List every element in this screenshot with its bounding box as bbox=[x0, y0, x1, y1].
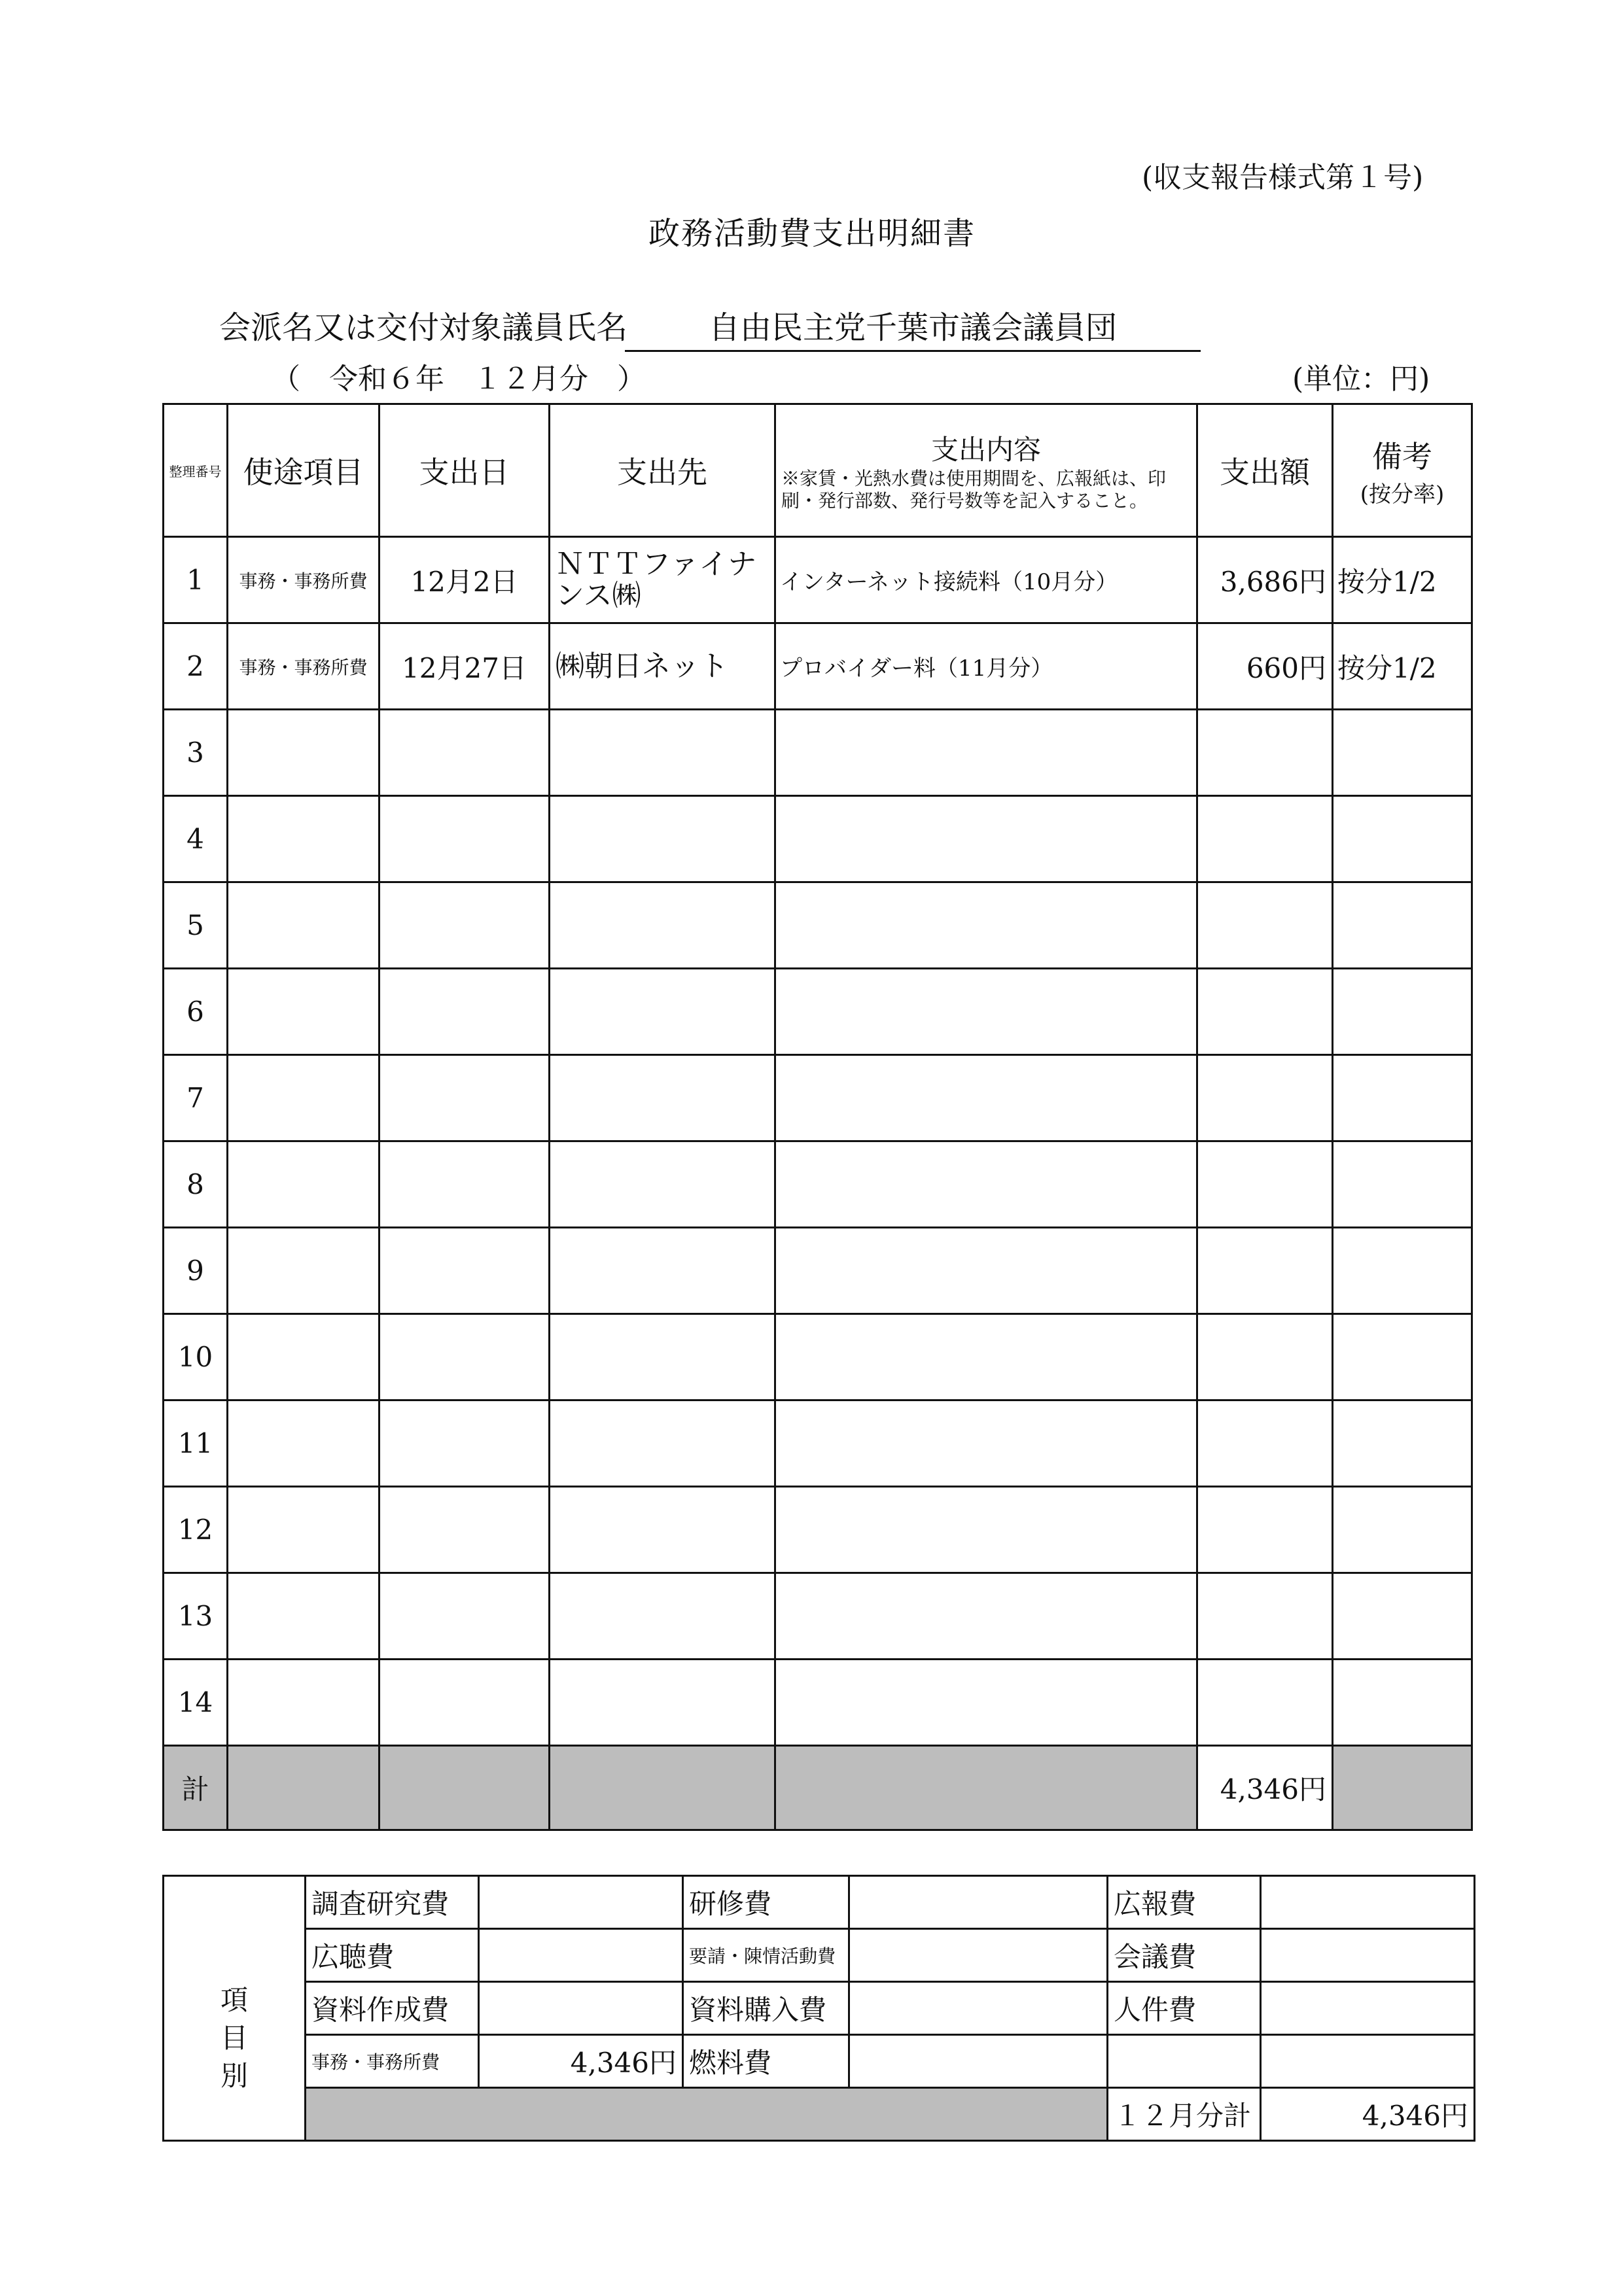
row-date bbox=[380, 710, 550, 796]
row-use bbox=[228, 1055, 380, 1141]
summary-side-label: 項 目 別 bbox=[164, 1876, 306, 2141]
petition-value bbox=[849, 1929, 1108, 1982]
row-number: 5 bbox=[164, 882, 228, 969]
row-note bbox=[1333, 710, 1472, 796]
row-date: 12月2日 bbox=[380, 537, 550, 623]
row-payee bbox=[550, 1573, 775, 1660]
header-description bbox=[775, 404, 1197, 537]
row-note bbox=[1333, 1400, 1472, 1487]
row-amount bbox=[1197, 1055, 1333, 1141]
row-note bbox=[1333, 969, 1472, 1055]
hearing-label: 広聴費 bbox=[306, 1929, 479, 1982]
header-note-sub: (按分率) bbox=[1360, 481, 1445, 508]
pr-label: 広報費 bbox=[1108, 1876, 1261, 1929]
row-description bbox=[775, 1314, 1197, 1400]
row-number: 14 bbox=[164, 1660, 228, 1746]
row-use bbox=[228, 1314, 380, 1400]
row-note bbox=[1333, 796, 1472, 882]
row-payee bbox=[550, 969, 775, 1055]
row-note bbox=[1333, 882, 1472, 969]
row-payee bbox=[550, 1141, 775, 1228]
row-number: 7 bbox=[164, 1055, 228, 1141]
table-row bbox=[164, 882, 1472, 969]
row-payee bbox=[550, 882, 775, 969]
row-use bbox=[228, 1141, 380, 1228]
row-description bbox=[775, 882, 1197, 969]
row-description bbox=[775, 1400, 1197, 1487]
pr-value bbox=[1261, 1876, 1475, 1929]
materials-prep-label: 資料作成費 bbox=[306, 1982, 479, 2035]
row-amount bbox=[1197, 969, 1333, 1055]
header-note bbox=[1333, 404, 1472, 537]
header-payee: 支出先 bbox=[550, 404, 775, 537]
materials-prep-value bbox=[479, 1982, 683, 2035]
row-number: 3 bbox=[164, 710, 228, 796]
training-value bbox=[849, 1876, 1108, 1929]
row-payee bbox=[550, 796, 775, 882]
row-description bbox=[775, 1660, 1197, 1746]
table-row bbox=[164, 1660, 1472, 1746]
row-description bbox=[775, 1055, 1197, 1141]
row-date: 12月27日 bbox=[380, 623, 550, 710]
row-amount bbox=[1197, 1228, 1333, 1314]
row-payee bbox=[550, 1487, 775, 1573]
expense-table bbox=[162, 403, 1473, 1831]
row-payee: ㈱朝日ネット bbox=[550, 623, 775, 710]
row-number: 10 bbox=[164, 1314, 228, 1400]
row-note: 按分1/2 bbox=[1333, 623, 1472, 710]
table-row bbox=[164, 1573, 1472, 1660]
header-description-title: 支出内容 bbox=[930, 434, 1041, 466]
header-no: 整理番号 bbox=[164, 404, 228, 537]
header-date: 支出日 bbox=[380, 404, 550, 537]
table-row bbox=[164, 969, 1472, 1055]
materials-purchase-value bbox=[849, 1982, 1108, 2035]
row-use bbox=[228, 710, 380, 796]
row-date bbox=[380, 1573, 550, 1660]
row-number: 4 bbox=[164, 796, 228, 882]
table-row bbox=[164, 1228, 1472, 1314]
row-description: インターネット接続料（10月分） bbox=[775, 537, 1197, 623]
header-use: 使途項目 bbox=[228, 404, 380, 537]
meeting-value bbox=[1261, 1929, 1475, 1982]
row-payee bbox=[550, 1400, 775, 1487]
office-label: 事務・事務所費 bbox=[306, 2035, 479, 2088]
row-amount bbox=[1197, 1573, 1333, 1660]
row-note bbox=[1333, 1228, 1472, 1314]
table-row bbox=[164, 1314, 1472, 1400]
table-row bbox=[164, 537, 1472, 623]
row-use bbox=[228, 969, 380, 1055]
meeting-label: 会議費 bbox=[1108, 1929, 1261, 1982]
personnel-label: 人件費 bbox=[1108, 1982, 1261, 2035]
row-use bbox=[228, 1228, 380, 1314]
row-number: 12 bbox=[164, 1487, 228, 1573]
row-number: 13 bbox=[164, 1573, 228, 1660]
row-date bbox=[380, 882, 550, 969]
page-title: 政務活動費支出明細書 bbox=[648, 215, 976, 252]
row-note bbox=[1333, 1314, 1472, 1400]
table-row bbox=[164, 1487, 1472, 1573]
row-use bbox=[228, 796, 380, 882]
row-amount bbox=[1197, 1400, 1333, 1487]
total-label: 計 bbox=[164, 1746, 228, 1830]
row-use: 事務・事務所費 bbox=[228, 537, 380, 623]
training-label: 研修費 bbox=[683, 1876, 849, 1929]
header-description-note: ※家賃・光熱水費は使用期間を、広報紙は、印刷・発行部数、発行号数等を記入すること。 bbox=[781, 468, 1167, 512]
row-payee bbox=[550, 1660, 775, 1746]
row-note bbox=[1333, 1573, 1472, 1660]
row-use bbox=[228, 1660, 380, 1746]
row-date bbox=[380, 1055, 550, 1141]
row-number: 2 bbox=[164, 623, 228, 710]
row-number: 9 bbox=[164, 1228, 228, 1314]
row-payee bbox=[550, 1228, 775, 1314]
total-amount: 4,346円 bbox=[1197, 1746, 1333, 1830]
row-date bbox=[380, 1314, 550, 1400]
row-amount bbox=[1197, 796, 1333, 882]
materials-purchase-label: 資料購入費 bbox=[683, 1982, 849, 2035]
row-use bbox=[228, 1487, 380, 1573]
personnel-value bbox=[1261, 1982, 1475, 2035]
row-amount bbox=[1197, 1314, 1333, 1400]
table-row bbox=[164, 623, 1472, 710]
row-number: 8 bbox=[164, 1141, 228, 1228]
row-note bbox=[1333, 1141, 1472, 1228]
petition-label: 要請・陳情活動費 bbox=[683, 1929, 849, 1982]
row-description bbox=[775, 1487, 1197, 1573]
row-amount bbox=[1197, 1141, 1333, 1228]
table-row bbox=[164, 710, 1472, 796]
report-period: （ 令和６年 １２月分 ） bbox=[272, 362, 646, 396]
fuel-value bbox=[849, 2035, 1108, 2088]
row-note bbox=[1333, 1660, 1472, 1746]
row-amount bbox=[1197, 1487, 1333, 1573]
row-payee bbox=[550, 710, 775, 796]
table-row bbox=[164, 1400, 1472, 1487]
row-use bbox=[228, 1573, 380, 1660]
office-value: 4,346円 bbox=[479, 2035, 683, 2088]
member-name: 自由民主党千葉市議会議員団 bbox=[625, 302, 1201, 352]
row-amount bbox=[1197, 1660, 1333, 1746]
row-payee bbox=[550, 1055, 775, 1141]
row-description bbox=[775, 1228, 1197, 1314]
category-summary-table bbox=[162, 1875, 1475, 2142]
research-value bbox=[479, 1876, 683, 1929]
row-description: プロバイダー料（11月分） bbox=[775, 623, 1197, 710]
research-label: 調査研究費 bbox=[306, 1876, 479, 1929]
row-amount bbox=[1197, 882, 1333, 969]
total-row bbox=[164, 1746, 1472, 1830]
table-header-row bbox=[164, 404, 1472, 537]
month-total-label: １２月分計 bbox=[1108, 2088, 1261, 2141]
row-description bbox=[775, 1573, 1197, 1660]
row-use bbox=[228, 882, 380, 969]
table-row bbox=[164, 1141, 1472, 1228]
row-date bbox=[380, 1487, 550, 1573]
row-note: 按分1/2 bbox=[1333, 537, 1472, 623]
row-payee bbox=[550, 1314, 775, 1400]
row-use bbox=[228, 1400, 380, 1487]
member-label: 会派名又は交付対象議員氏名 bbox=[219, 309, 628, 346]
form-number: (収支報告様式第１号) bbox=[1142, 161, 1424, 194]
hearing-value bbox=[479, 1929, 683, 1982]
table-row bbox=[164, 796, 1472, 882]
row-date bbox=[380, 1400, 550, 1487]
row-use: 事務・事務所費 bbox=[228, 623, 380, 710]
month-total-value: 4,346円 bbox=[1261, 2088, 1475, 2141]
row-date bbox=[380, 969, 550, 1055]
row-date bbox=[380, 796, 550, 882]
row-note bbox=[1333, 1487, 1472, 1573]
row-amount bbox=[1197, 710, 1333, 796]
row-description bbox=[775, 969, 1197, 1055]
row-date bbox=[380, 1228, 550, 1314]
row-note bbox=[1333, 1055, 1472, 1141]
row-description bbox=[775, 1141, 1197, 1228]
fuel-label: 燃料費 bbox=[683, 2035, 849, 2088]
row-date bbox=[380, 1141, 550, 1228]
row-number: 6 bbox=[164, 969, 228, 1055]
row-number: 11 bbox=[164, 1400, 228, 1487]
row-date bbox=[380, 1660, 550, 1746]
header-amount: 支出額 bbox=[1197, 404, 1333, 537]
row-amount: 660円 bbox=[1197, 623, 1333, 710]
row-amount: 3,686円 bbox=[1197, 537, 1333, 623]
row-number: 1 bbox=[164, 537, 228, 623]
row-description bbox=[775, 796, 1197, 882]
table-row bbox=[164, 1055, 1472, 1141]
unit-label: (単位：円) bbox=[1292, 362, 1430, 396]
header-note-title: 備考 bbox=[1372, 438, 1432, 474]
summary-gray-cell bbox=[306, 2088, 1108, 2141]
row-description bbox=[775, 710, 1197, 796]
row-payee: ＮＴＴファイナンス㈱ bbox=[550, 537, 775, 623]
